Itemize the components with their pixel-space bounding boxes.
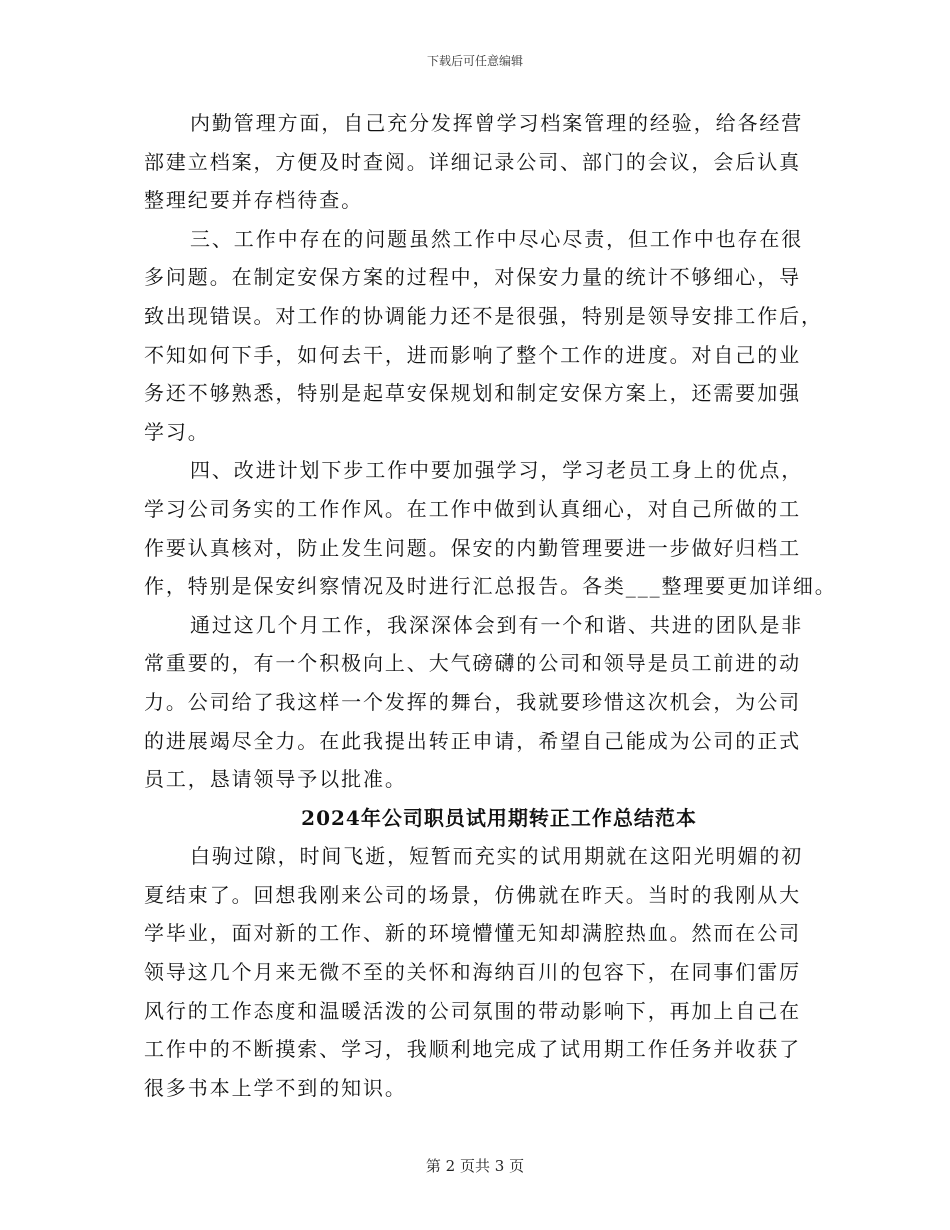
paragraph-conclusion bbox=[144, 606, 824, 799]
paragraph-line: 四、改进计划下步工作中要加强学习，学习老员工身上的优点， bbox=[190, 458, 804, 483]
paragraph-line: 作要认真核对，防止发生问题。保安的内勤管理要进一步做好归档工 bbox=[144, 535, 801, 560]
section-title: 2024年公司职员试用期转正工作总结范本 bbox=[301, 805, 697, 830]
paragraph-line: 作，特别是保安纠察情况及时进行汇总报告。各类___整理要更加详细。 bbox=[144, 574, 837, 599]
paragraph-line: 很多书本上学不到的知识。 bbox=[144, 1075, 407, 1100]
paragraph-line: 部建立档案，方便及时查阅。详细记录公司、部门的会议，会后认真 bbox=[144, 149, 801, 174]
paragraph-line: 务还不够熟悉，特别是起草安保规划和制定安保方案上，还需要加强 bbox=[144, 381, 801, 406]
paragraph-line: 内勤管理方面，自己充分发挥曾学习档案管理的经验，给各经营 bbox=[190, 111, 804, 135]
paragraph-line: 工作中的不断摸索、学习，我顺利地完成了试用期工作任务并收获了 bbox=[144, 1037, 801, 1062]
paragraph-line: 风行的工作态度和温暖活泼的公司氛围的带动影响下，再加上自己在 bbox=[144, 998, 801, 1023]
page-number: 第 2 页共 3 页 bbox=[425, 1157, 525, 1175]
paragraph-line: 白驹过隙，时间飞逝，短暂而充实的试用期就在这阳光明媚的初 bbox=[190, 844, 804, 869]
paragraph-line: 员工，恳请领导予以批准。 bbox=[144, 767, 407, 792]
page-header: 下载后可任意编辑 bbox=[426, 54, 523, 68]
paragraph-line: 三、工作中存在的问题虽然工作中尽心尽责，但工作中也存在很 bbox=[190, 226, 804, 251]
paragraph-line: 学习。 bbox=[144, 419, 210, 444]
paragraph-line: 的进展竭尽全力。在此我提出转正申请，希望自己能成为公司的正式 bbox=[144, 728, 801, 753]
paragraph-improvement-plan bbox=[144, 451, 837, 605]
paragraph-internal-management bbox=[144, 104, 824, 220]
paragraph-line: 学习公司务实的工作作风。在工作中做到认真细心，对自己所做的工 bbox=[144, 496, 801, 521]
paragraph-existing-problems bbox=[144, 220, 824, 452]
paragraph-line: 不知如何下手，如何去干，进而影响了整个工作的进度。对自己的业 bbox=[144, 342, 801, 367]
paragraph-line: 致出现错误。对工作的协调能力还不是很强，特别是领导安排工作后， bbox=[144, 303, 823, 328]
paragraph-probation-intro bbox=[144, 837, 824, 1107]
paragraph-line: 多问题。在制定安保方案的过程中，对保安力量的统计不够细心，导 bbox=[144, 265, 801, 290]
paragraph-line: 夏结束了。回想我刚来公司的场景，仿佛就在昨天。当时的我刚从大 bbox=[144, 882, 801, 907]
document-body bbox=[144, 104, 837, 1107]
paragraph-line: 力。公司给了我这样一个发挥的舞台，我就要珍惜这次机会，为公司 bbox=[144, 689, 801, 714]
paragraphs-after bbox=[144, 837, 824, 1107]
paragraph-line: 学毕业，面对新的工作、新的环境懵懂无知却满腔热血。然而在公司 bbox=[144, 921, 801, 946]
paragraph-line: 领导这几个月来无微不至的关怀和海纳百川的包容下，在同事们雷厉 bbox=[144, 960, 801, 985]
paragraphs-before bbox=[144, 104, 837, 799]
paragraph-line: 常重要的，有一个积极向上、大气磅礴的公司和领导是员工前进的动 bbox=[144, 651, 801, 676]
paragraph-line: 整理纪要并存档待查。 bbox=[144, 188, 363, 213]
paragraph-line: 通过这几个月工作，我深深体会到有一个和谐、共进的团队是非 bbox=[190, 612, 804, 637]
